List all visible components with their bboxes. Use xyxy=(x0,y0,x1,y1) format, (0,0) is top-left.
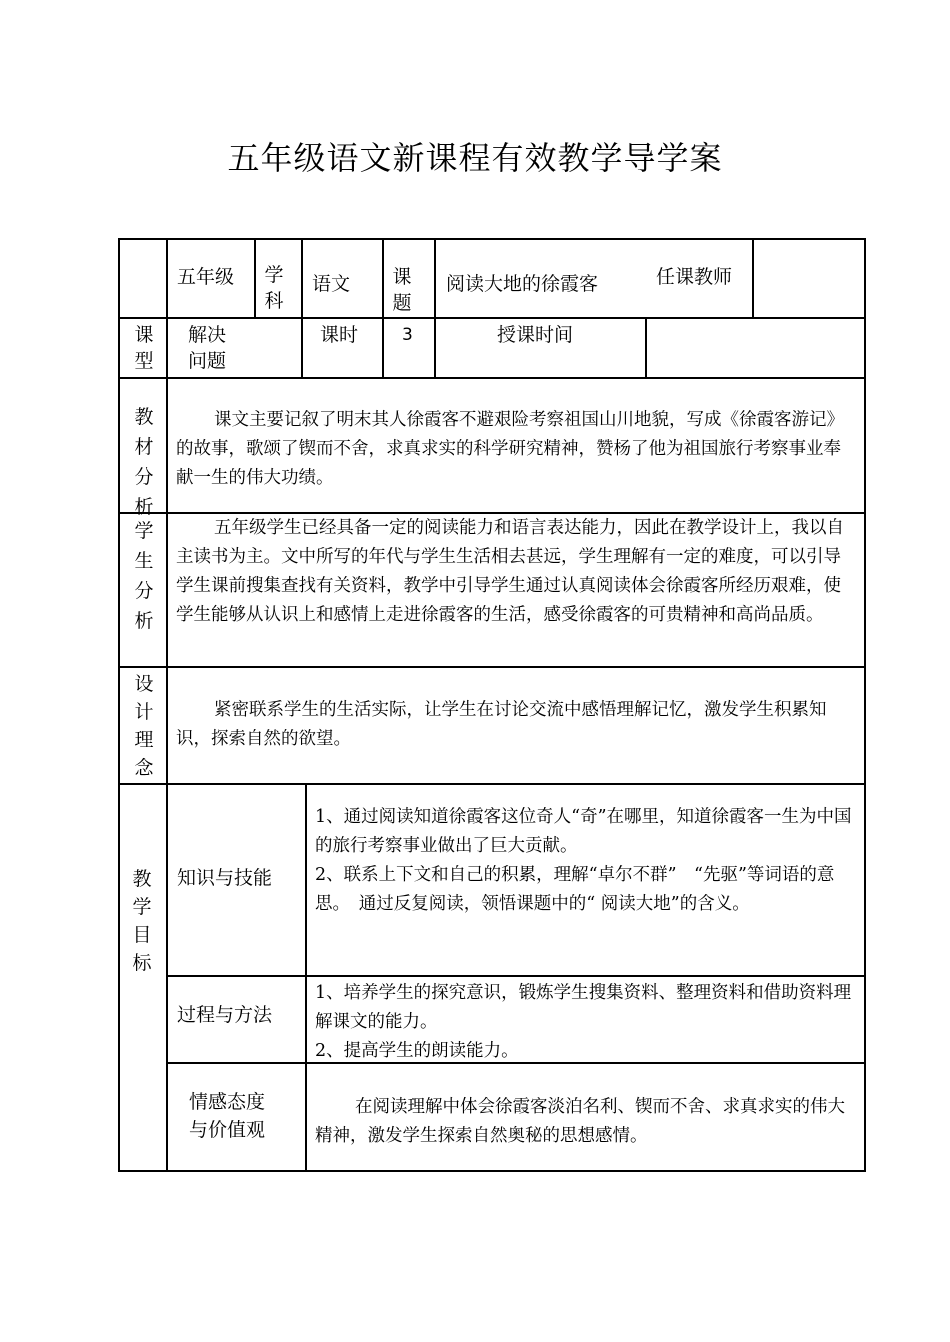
students-label: 学 生 分 析 xyxy=(134,520,154,632)
design-label: 设 计 理 念 xyxy=(134,673,154,779)
material-label: 教 材 分 析 xyxy=(134,406,154,518)
design-text: 紧密联系学生的生活实际，让学生在讨论交流中感悟理解记忆，激发学生积累知识，探索自然的欲望。 xyxy=(176,700,827,749)
emotion-text: 在阅读理解中体会徐霞客淡泊名利、锲而不舍、求真求实的伟大精神，激发学生探索自然奥秘的思想感情。 xyxy=(315,1097,845,1146)
knowledge-label: 知识与技能 xyxy=(177,867,273,889)
hours-label: 课时 xyxy=(320,324,359,346)
goals-label: 教 学 目 标 xyxy=(132,868,152,974)
column-divider xyxy=(434,238,436,378)
students-text: 五年级学生已经具备一定的阅读能力和语言表达能力，因此在教学设计上，我以自主读书为主。文中所写的年代与学生生活相去甚远，学生理解有一定的难度，可以引导学生课前搜集查找有关资料，教学中引导学生通过认真阅读体会徐霞客所经历艰难，使学生能够从认识上和感情上走进徐霞客的生活，感受徐霞客的可贵精神和高尚品质。 xyxy=(176,518,844,625)
process-text: 1、培养学生的探究意识，锻炼学生搜集资料、整理资料和借助资料理解课文的能力。 2、提高学生的朗读能力。 xyxy=(315,983,852,1061)
table-border-bottom xyxy=(118,1170,866,1172)
lesson-label: 课 题 xyxy=(392,266,412,314)
type-label: 课 型 xyxy=(134,324,154,372)
column-divider xyxy=(305,783,307,1172)
row-divider xyxy=(166,975,866,977)
column-divider xyxy=(254,238,256,318)
row-divider xyxy=(118,666,866,668)
lesson-title: 阅读大地的徐霞客 xyxy=(446,273,599,295)
emotion-label: 情感态度 与价值观 xyxy=(189,1091,266,1141)
table-border-right xyxy=(864,238,866,1172)
grade-value: 五年级 xyxy=(177,266,235,288)
subject-value: 语文 xyxy=(312,273,351,295)
hours-value: 3 xyxy=(402,325,413,345)
page-title: 五年级语文新课程有效教学导学案 xyxy=(227,139,723,177)
column-divider xyxy=(382,238,384,378)
row-divider xyxy=(118,377,866,379)
column-divider xyxy=(301,238,303,378)
row-divider xyxy=(118,783,866,785)
material-text: 课文主要记叙了明末其人徐霞客不避艰险考察祖国山川地貌，写成《徐霞客游记》的故事，歌颂了锲而不舍，求真求实的科学研究精神，赞杨了他为祖国旅行考察事业奉献一生的伟大功绩。 xyxy=(176,410,844,488)
table-border-left xyxy=(118,238,120,1172)
time-label: 授课时间 xyxy=(497,324,574,346)
subject-label: 学 科 xyxy=(264,264,284,312)
knowledge-text: 1、通过阅读知道徐霞客这位奇人“奇”在哪里，知道徐霞客一生为中国的旅行考察事业做出了巨大贡献。 2、联系上下文和自己的积累，理解“卓尔不群” “先驱”等词语的意思。 通过反复阅读，领悟课题中的“ 阅读大地”的含义。 xyxy=(315,807,852,914)
column-divider xyxy=(645,317,647,378)
column-divider xyxy=(166,238,168,1172)
teacher-label: 任课教师 xyxy=(656,266,733,288)
type-value: 解决 问题 xyxy=(188,324,227,372)
process-label: 过程与方法 xyxy=(177,1004,273,1026)
column-divider xyxy=(752,238,754,318)
